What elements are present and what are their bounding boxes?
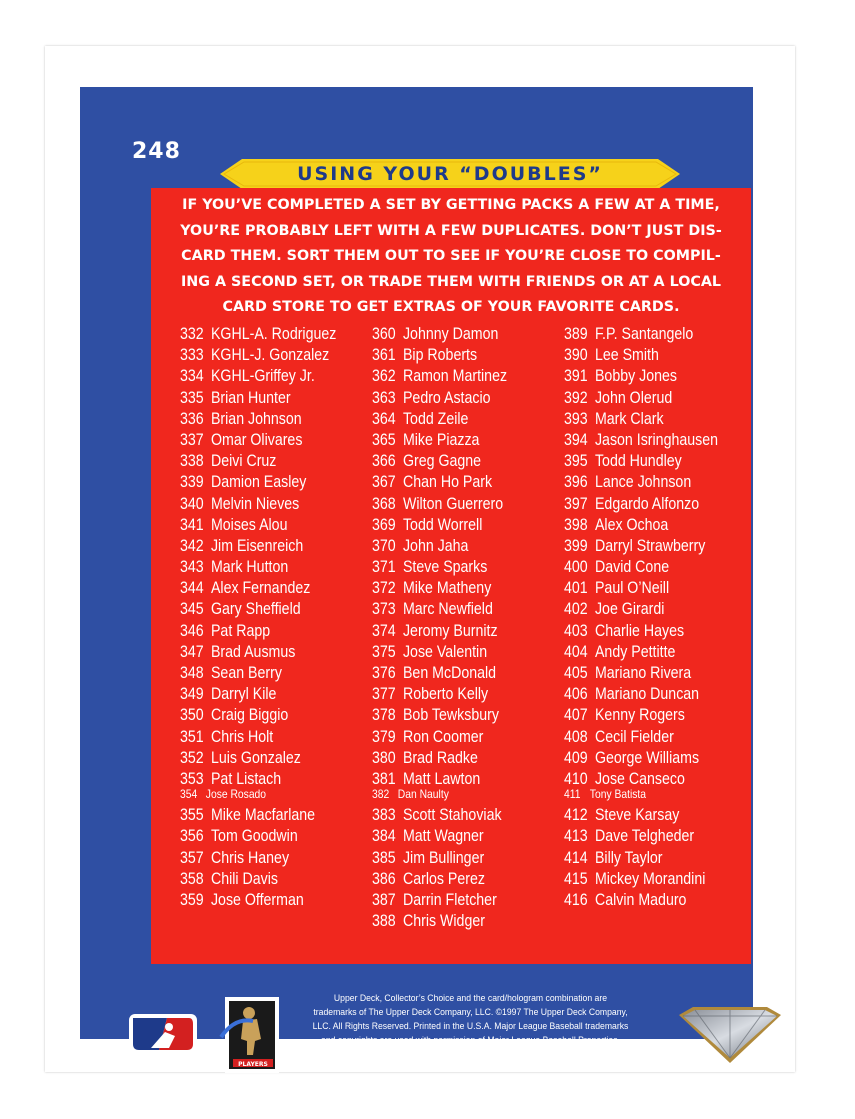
card-id: 404: [564, 642, 588, 661]
checklist-row: [372, 536, 507, 557]
card-id: 362: [372, 367, 396, 386]
checklist-row: [372, 324, 507, 345]
checklist-row: [180, 557, 336, 578]
player-name: Mike Macfarlane: [210, 806, 316, 825]
card-id: 415: [564, 869, 588, 888]
player-name: Brian Hunter: [210, 388, 291, 407]
player-name: Matt Lawton: [402, 769, 481, 788]
checklist-column-3: [564, 324, 743, 911]
player-name: KGHL-A. Rodriguez: [210, 325, 337, 343]
card-id: 373: [372, 600, 396, 619]
card-id: 338: [180, 452, 204, 471]
player-name: Gary Sheffield: [210, 600, 301, 619]
player-name: Kenny Rogers: [594, 706, 685, 725]
legal-line: trademarks of The Upper Deck Company, LLC. ©1997 The Upper Deck Company,: [313, 1007, 628, 1017]
checklist-row: [372, 345, 507, 366]
player-name: Calvin Maduro: [594, 890, 687, 909]
card-id: 383: [372, 806, 396, 825]
intro-line: YOU’RE PROBABLY LEFT WITH A FEW DUPLICATES. DON’T JUST DIS-: [180, 222, 722, 239]
player-name: Sean Berry: [210, 664, 282, 682]
player-name: Damion Easley: [210, 473, 307, 492]
card-id: 416: [564, 890, 588, 909]
card-id: 367: [372, 473, 396, 492]
card-id: 385: [372, 848, 396, 867]
checklist-row: [180, 848, 336, 869]
checklist-row: [180, 430, 336, 451]
checklist-row: [564, 621, 718, 642]
checklist-row: [180, 621, 336, 642]
player-name: Melvin Nieves: [210, 494, 300, 513]
player-name: Marc Newfield: [402, 600, 493, 619]
player-name: Moises Alou: [210, 515, 288, 534]
card-id: 358: [180, 869, 204, 888]
checklist-row: [372, 911, 507, 932]
legal-line: and copyrights are used with permission of Major League Baseball Properties,: [321, 1035, 620, 1045]
player-name: Todd Worrell: [402, 515, 483, 534]
player-name: David Cone: [594, 558, 670, 577]
card-id: 365: [372, 430, 396, 449]
card-id: 372: [372, 579, 396, 598]
card-id: 356: [180, 827, 204, 846]
checklist-row: [564, 578, 718, 599]
card-id: 399: [564, 536, 588, 555]
player-name: Brad Radke: [402, 748, 478, 767]
card-id: 344: [180, 579, 204, 598]
card-title: USING YOUR “DOUBLES”: [297, 163, 603, 185]
card-id: 388: [372, 912, 396, 931]
player-name: Lance Johnson: [594, 473, 692, 492]
card-id: 380: [372, 748, 396, 767]
intro-text: [161, 193, 741, 321]
card-id: 411: [564, 787, 581, 802]
card-id: 337: [180, 430, 204, 449]
player-name: Mike Piazza: [402, 430, 480, 449]
player-name: Edgardo Alfonzo: [594, 494, 700, 513]
checklist-row: [564, 599, 718, 620]
card-id: 347: [180, 642, 204, 661]
checklist-row: [564, 345, 718, 366]
card-id: 346: [180, 621, 204, 640]
checklist-row: [564, 748, 718, 769]
checklist-row: [564, 663, 718, 684]
player-name: Tom Goodwin: [210, 827, 298, 846]
card-id: 408: [564, 727, 588, 746]
card-id: 394: [564, 430, 588, 449]
card-id: 374: [372, 621, 396, 640]
intro-line: IF YOU’VE COMPLETED A SET BY GETTING PACKS A FEW AT A TIME,: [182, 197, 720, 213]
player-name: Jose Rosado: [205, 787, 267, 802]
card-id: 364: [372, 409, 396, 428]
card-id: 376: [372, 664, 396, 682]
card-id: 387: [372, 890, 396, 909]
card-id: 405: [564, 664, 588, 682]
card-id: 377: [372, 685, 396, 704]
card-id: 398: [564, 515, 588, 534]
checklist-row: [372, 663, 507, 684]
player-name: Mickey Morandini: [594, 869, 706, 888]
checklist-row: [564, 787, 718, 803]
checklist-row: [372, 890, 507, 911]
checklist-row: [372, 848, 507, 869]
card-id: 343: [180, 558, 204, 577]
card-id: 378: [372, 706, 396, 725]
checklist-row: [564, 388, 718, 409]
checklist-row: [372, 515, 507, 536]
player-name: Chris Widger: [402, 912, 485, 931]
player-name: Chan Ho Park: [402, 473, 493, 492]
checklist-row: [372, 451, 507, 472]
checklist-row: [564, 451, 718, 472]
player-name: Charlie Hayes: [594, 621, 685, 640]
player-name: George Williams: [594, 748, 700, 767]
checklist-row: [564, 430, 718, 451]
player-name: Jim Eisenreich: [210, 536, 304, 555]
player-name: Pedro Astacio: [402, 388, 491, 407]
card-id: 414: [564, 848, 588, 867]
checklist-row: [372, 684, 507, 705]
player-name: Alex Fernandez: [210, 579, 311, 598]
checklist-row: [180, 787, 336, 803]
player-name: Joe Girardi: [594, 600, 665, 619]
checklist-row: [372, 787, 507, 803]
card-id: 390: [564, 346, 588, 365]
intro-line: CARD THEM. SORT THEM OUT TO SEE IF YOU’RE CLOSE TO COMPIL-: [181, 248, 721, 264]
checklist-row: [372, 805, 507, 826]
checklist-row: [372, 409, 507, 430]
checklist-row: [564, 705, 718, 726]
card-id: 355: [180, 806, 204, 825]
card-id: 359: [180, 890, 204, 909]
player-name: F.P. Santangelo: [594, 325, 694, 343]
card-id: 382: [372, 787, 390, 802]
player-name: Mike Matheny: [402, 579, 492, 598]
player-name: Jose Offerman: [210, 890, 304, 909]
card-back-panel: [80, 87, 753, 1068]
trading-card: [45, 46, 795, 1072]
checklist-row: [372, 388, 507, 409]
players-label: PLAYERS: [238, 1061, 268, 1068]
card-id: 410: [564, 769, 588, 788]
card-id: 351: [180, 727, 204, 746]
card-id: 342: [180, 536, 204, 555]
card-id: 407: [564, 706, 588, 725]
card-id: 391: [564, 367, 588, 386]
player-name: Scott Stahoviak: [402, 806, 502, 825]
player-name: Chris Holt: [210, 727, 274, 746]
checklist-row: [180, 388, 336, 409]
player-name: Jim Bullinger: [402, 848, 485, 867]
intro-line: CARD STORE TO GET EXTRAS OF YOUR FAVORITE CARDS.: [222, 299, 680, 315]
card-id: 375: [372, 642, 396, 661]
checklist-row: [564, 727, 718, 748]
player-name: Luis Gonzalez: [210, 748, 301, 767]
player-name: Brian Johnson: [210, 409, 302, 428]
checklist-row: [564, 684, 718, 705]
card-id: 392: [564, 388, 588, 407]
card-id: 341: [180, 515, 204, 534]
card-id: 371: [372, 558, 396, 577]
card-id: 413: [564, 827, 588, 846]
players-association-logo-icon: [217, 995, 287, 1077]
checklist-row: [180, 578, 336, 599]
player-name: Steve Karsay: [594, 806, 680, 825]
player-name: John Olerud: [594, 388, 673, 407]
checklist-row: [180, 705, 336, 726]
checklist-row: [372, 621, 507, 642]
legal-line: Inc. ©MLBPA. Official Licensee of Major League Baseball Players Association.: [320, 1049, 621, 1059]
checklist-row: [180, 451, 336, 472]
checklist-row: [372, 727, 507, 748]
card-id: 368: [372, 494, 396, 513]
checklist-row: [180, 536, 336, 557]
player-name: Tony Batista: [589, 787, 647, 802]
card-id: 406: [564, 685, 588, 704]
player-name: Pat Listach: [210, 769, 282, 788]
card-id: 412: [564, 806, 588, 825]
player-name: Ramon Martinez: [402, 367, 508, 386]
checklist-row: [372, 599, 507, 620]
player-name: Deivi Cruz: [210, 452, 277, 471]
title-banner: [220, 159, 680, 189]
player-name: Chili Davis: [210, 869, 278, 888]
card-id: 352: [180, 748, 204, 767]
player-name: Billy Taylor: [594, 848, 663, 867]
card-id: 386: [372, 869, 396, 888]
checklist-row: [180, 324, 336, 345]
checklist-row: [180, 684, 336, 705]
player-name: KGHL-J. Gonzalez: [210, 346, 330, 365]
card-id: 345: [180, 600, 204, 619]
player-name: Ron Coomer: [402, 727, 484, 746]
player-name: Mark Clark: [594, 409, 664, 428]
player-name: Pat Rapp: [210, 621, 271, 640]
player-name: Chris Haney: [210, 848, 290, 867]
player-name: Darrin Fletcher: [402, 890, 497, 909]
card-id: 350: [180, 706, 204, 725]
checklist-column-1: [180, 324, 362, 911]
card-id: 370: [372, 536, 396, 555]
checklist-row: [372, 578, 507, 599]
checklist-row: [564, 642, 718, 663]
card-id: 348: [180, 664, 204, 682]
card-id: 403: [564, 621, 588, 640]
card-id: 349: [180, 685, 204, 704]
checklist-row: [180, 805, 336, 826]
card-id: 333: [180, 346, 204, 365]
player-name: Greg Gagne: [402, 452, 482, 471]
checklist-row: [180, 345, 336, 366]
player-name: Todd Hundley: [594, 452, 682, 471]
player-name: Dave Telgheder: [594, 827, 695, 846]
checklist-row: [564, 890, 718, 911]
checklist-row: [372, 494, 507, 515]
checklist-row: [180, 366, 336, 387]
card-id: 393: [564, 409, 588, 428]
checklist-row: [372, 869, 507, 890]
card-id: 332: [180, 325, 204, 343]
player-name: Steve Sparks: [402, 558, 488, 577]
checklist-row: [180, 826, 336, 847]
legal-line: Upper Deck, Collector’s Choice and the card/hologram combination are: [333, 993, 608, 1003]
player-name: Mariano Rivera: [594, 664, 692, 682]
player-name: Lee Smith: [594, 346, 659, 365]
checklist-row: [372, 748, 507, 769]
card-footer: [115, 987, 788, 1080]
player-name: Ben McDonald: [402, 664, 497, 682]
checklist-row: [564, 366, 718, 387]
card-id: 395: [564, 452, 588, 471]
player-name: Carlos Perez: [402, 869, 485, 888]
card-id: 334: [180, 367, 204, 386]
card-id: 402: [564, 600, 588, 619]
card-id: 381: [372, 769, 396, 788]
checklist-row: [372, 430, 507, 451]
checklist-row: [564, 409, 718, 430]
card-id: 335: [180, 388, 204, 407]
card-id: 339: [180, 473, 204, 492]
checklist-row: [564, 869, 718, 890]
player-name: Matt Wagner: [402, 827, 484, 846]
player-name: Jose Valentin: [402, 642, 488, 661]
card-id: 353: [180, 769, 204, 788]
player-name: Dan Naulty: [397, 787, 449, 802]
checklist-row: [372, 642, 507, 663]
checklist-row: [180, 599, 336, 620]
card-id: 397: [564, 494, 588, 513]
card-id: 389: [564, 325, 588, 343]
checklist-row: [564, 472, 718, 493]
player-name: Alex Ochoa: [594, 515, 669, 534]
player-name: Darryl Kile: [210, 685, 277, 704]
card-id: 400: [564, 558, 588, 577]
checklist-row: [180, 890, 336, 911]
player-name: Omar Olivares: [210, 430, 303, 449]
card-number: 248: [132, 139, 181, 164]
player-name: Mark Hutton: [210, 558, 289, 577]
player-name: Brad Ausmus: [210, 642, 296, 661]
player-name: Jeromy Burnitz: [402, 621, 498, 640]
checklist-row: [372, 472, 507, 493]
checklist-row: [180, 494, 336, 515]
card-id: 379: [372, 727, 396, 746]
player-name: Bip Roberts: [402, 346, 478, 365]
player-name: Roberto Kelly: [402, 685, 489, 704]
player-name: Jason Isringhausen: [594, 430, 719, 449]
player-name: Wilton Guerrero: [402, 494, 504, 513]
checklist-row: [372, 826, 507, 847]
checklist-row: [372, 705, 507, 726]
player-name: Johnny Damon: [402, 325, 499, 343]
mlb-label: MAJOR LEAGUE BASEBALL: [127, 1057, 199, 1063]
player-name: Todd Zeile: [402, 409, 469, 428]
card-id: 396: [564, 473, 588, 492]
card-id: 360: [372, 325, 396, 343]
card-id: 336: [180, 409, 204, 428]
checklist-row: [564, 826, 718, 847]
checklist-row: [180, 409, 336, 430]
checklist-row: [372, 557, 507, 578]
checklist-row: [564, 324, 718, 345]
player-name: KGHL-Griffey Jr.: [210, 367, 315, 386]
hologram-diamond-icon: [675, 1005, 785, 1065]
player-name: Darryl Strawberry: [594, 536, 706, 555]
checklist-row: [564, 494, 718, 515]
card-id: 401: [564, 579, 588, 598]
card-id: 363: [372, 388, 396, 407]
player-name: Mariano Duncan: [594, 685, 700, 704]
card-id: 409: [564, 748, 588, 767]
player-name: Jose Canseco: [594, 769, 685, 788]
player-name: Bobby Jones: [594, 367, 678, 386]
checklist-row: [180, 515, 336, 536]
checklist-row: [180, 472, 336, 493]
checklist-row: [372, 366, 507, 387]
checklist-row: [564, 536, 718, 557]
player-name: Cecil Fielder: [594, 727, 674, 746]
card-id: 357: [180, 848, 204, 867]
mlb-logo-icon: [129, 1014, 197, 1054]
checklist-column-2: [372, 324, 529, 932]
card-id: 340: [180, 494, 204, 513]
player-name: Craig Biggio: [210, 706, 289, 725]
checklist-row: [564, 848, 718, 869]
checklist-row: [180, 663, 336, 684]
checklist-row: [180, 869, 336, 890]
checklist-row: [180, 642, 336, 663]
checklist-panel: [151, 188, 751, 964]
intro-line: ING A SECOND SET, OR TRADE THEM WITH FRIENDS OR AT A LOCAL: [180, 273, 722, 290]
player-name: Andy Pettitte: [594, 642, 676, 661]
player-name: Paul O’Neill: [594, 579, 670, 598]
checklist-row: [564, 557, 718, 578]
checklist-row: [180, 748, 336, 769]
card-id: 384: [372, 827, 396, 846]
card-id: 369: [372, 515, 396, 534]
checklist-row: [564, 805, 718, 826]
legal-text: [296, 991, 645, 1061]
checklist-row: [564, 515, 718, 536]
player-name: John Jaha: [402, 536, 469, 555]
checklist-row: [180, 727, 336, 748]
card-id: 354: [180, 787, 198, 802]
card-id: 366: [372, 452, 396, 471]
legal-line: LLC. All Rights Reserved. Printed in the U.S.A. Major League Baseball trademarks: [312, 1021, 629, 1031]
card-id: 361: [372, 346, 396, 365]
player-name: Bob Tewksbury: [402, 706, 499, 725]
